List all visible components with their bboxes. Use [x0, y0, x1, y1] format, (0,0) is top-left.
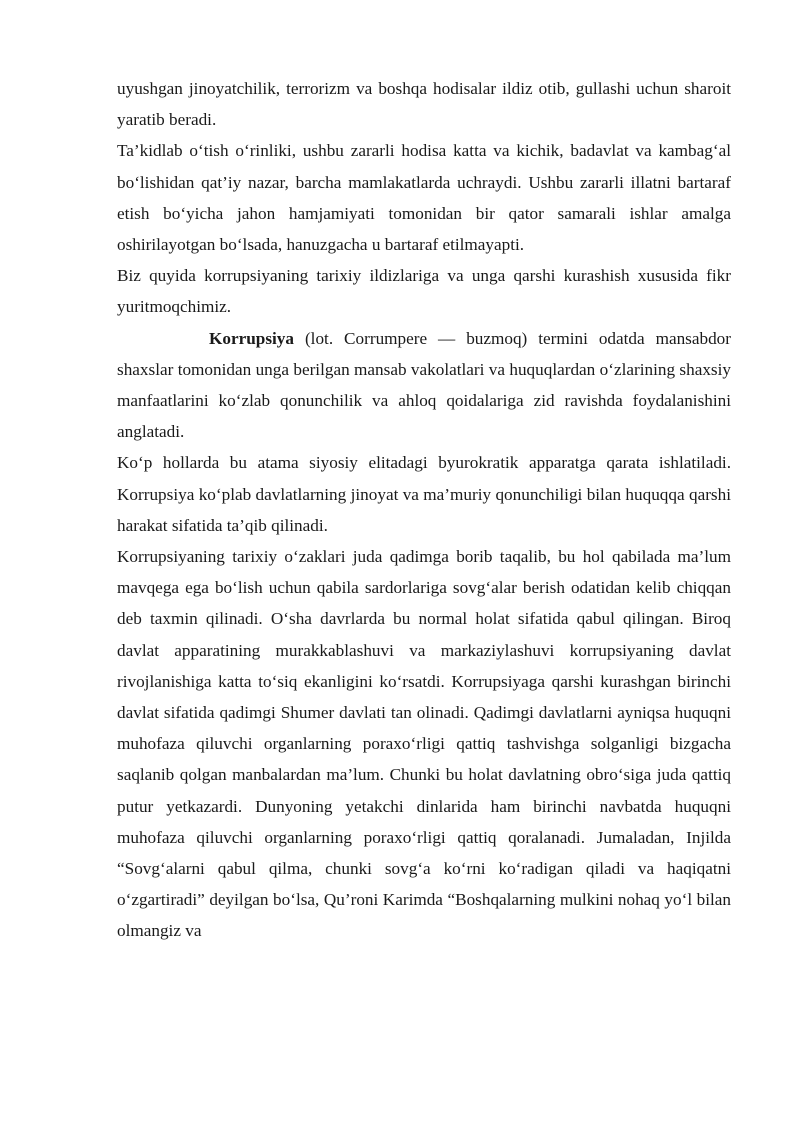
paragraph-1: uyushgan jinoyatchilik, terrorizm va boshqa hodisalar ildiz otib, gullashi uchun sharoit yaratib beradi. — [117, 79, 731, 130]
paragraph-2: Ta’kidlab o‘tish o‘rinliki, ushbu zararli hodisa katta va kichik, badavlat va kambag‘al bo‘lishidan qat’iy nazar, barcha mamlakatlarda uchraydi. Ushbu zararli illatni bartaraf etish bo‘yicha jahon hamjamiyati tomonidan bir qator samarali ishlar amalga oshirilayotgan bo‘lsada, hanuzgacha u bartaraf etilmayapti. — [117, 141, 731, 255]
paragraph-4-text: (lot. Corrumpere — buzmoq) termini odatda mansabdor shaxslar tomonidan unga berilgan mansab vakolatlari va huquqlardan o‘zlarining shaxsiy manfaatlarini ko‘zlab qonunchilik va ahloq qoidalariga zid ravishda foydalanishini anglatadi. — [117, 328, 731, 442]
paragraph-4 — [117, 323, 731, 448]
document-body — [117, 73, 731, 947]
term-korrupsiya: Korrupsiya — [209, 328, 294, 348]
paragraph-5: Ko‘p hollarda bu atama siyosiy elitadagi byurokratik apparatga qarata ishlatiladi. Korrupsiya ko‘plab davlatlarning jinoyat va ma’muriy qonunchiligi bilan huquqqa qarshi harakat sifatida ta’qib qilinadi. — [117, 453, 731, 535]
paragraph-6: Korrupsiyaning tarixiy o‘zaklari juda qadimga borib taqalib, bu hol qabilada ma’lum mavqega ega bo‘lish uchun qabila sardorlariga sovg‘alar berish odatidan kelib chiqqan deb taxmin qilinadi. O‘sha davrlarda bu normal holat sifatida qabul qilingan. Biroq davlat apparatining murakkablashuvi va markaziylashuvi korrupsiyaning davlat rivojlanishiga katta to‘siq ekanligini ko‘rsatdi. Korrupsiyaga qarshi kurashgan birinchi davlat sifatida qadimgi Shumer davlati tan olinadi. Qadimgi davlatlarni ayniqsa huquqni muhofaza qiluvchi organlarning poraxo‘rligi qattiq tashvishga solganligi bizgacha saqlanib qolgan manbalardan ma’lum. Chunki bu holat davlatning obro‘siga juda qattiq putur yetkazardi. Dunyoning yetakchi dinlarida ham birinchi navbatda huquqni muhofaza qiluvchi organlarning poraxo‘rligi qattiq qoralanadi. Jumaladan, Injilda “Sovg‘alarni qabul qilma, chunki sovg‘a ko‘rni ko‘radigan qiladi va haqiqatni o‘zgartiradi” deyilgan bo‘lsa, Qu’roni Karimda “Boshqalarning mulkini nohaq yo‘l bilan olmangiz va — [117, 547, 731, 941]
paragraph-3: Biz quyida korrupsiyaning tarixiy ildizlariga va unga qarshi kurashish xususida fikr yuritmoqchimiz. — [117, 266, 731, 317]
